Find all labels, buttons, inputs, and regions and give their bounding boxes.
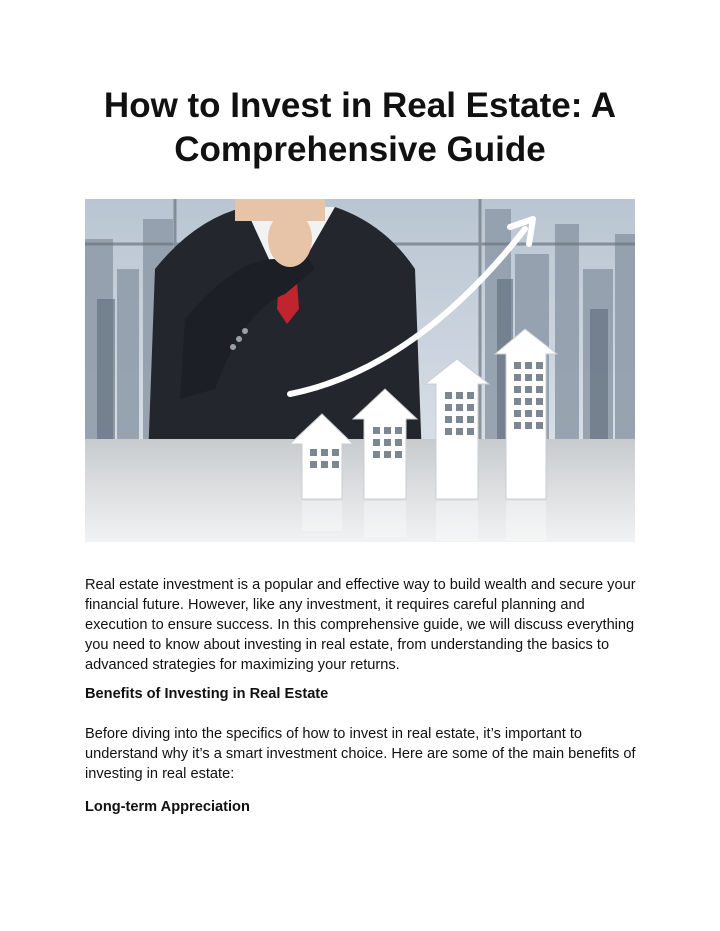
page-title: How to Invest in Real Estate: A Comprehensive Guide: [103, 86, 617, 169]
hero-image: [85, 199, 635, 542]
subheading: Long-term Appreciation: [85, 799, 250, 815]
intro-paragraph: Real estate investment is a popular and effective way to build wealth and secure your financial future. However, like any investment, it requires careful planning and execution to ensure success. In this comprehensive guide, we will discuss everything you need to know about investing in real estate, from understanding the basics to advanced strategies for maximizing your returns.: [85, 577, 636, 673]
section-paragraph: Before diving into the specifics of how to invest in real estate, it’s important to understand why it’s a smart investment choice. Here are some of the main benefits of investing in real estate:: [85, 726, 636, 782]
section-heading: Benefits of Investing in Real Estate: [85, 686, 329, 702]
businessman-rising-house-arrow-icon: [85, 199, 635, 542]
